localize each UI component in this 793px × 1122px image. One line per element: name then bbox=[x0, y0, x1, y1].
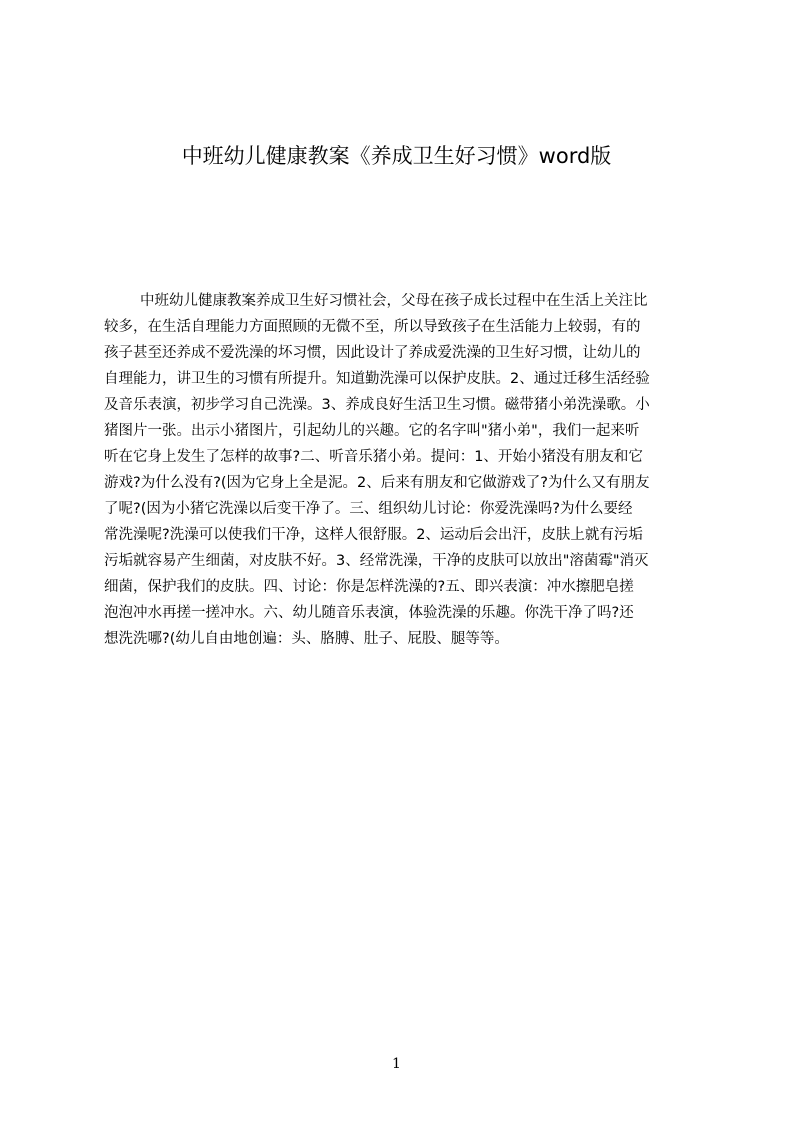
body-paragraph bbox=[104, 288, 698, 652]
body-line: 了呢?(因为小猪它洗澡以后变干净了。三、组织幼儿讨论：你爱洗澡吗?为什么要经 bbox=[104, 501, 633, 517]
body-line: 自理能力，讲卫生的习惯有所提升。知道勤洗澡可以保护皮肤。2、通过迁移生活经验 bbox=[104, 371, 650, 387]
body-line: 常洗澡呢?洗澡可以使我们干净，这样人很舒服。2、运动后会出汗，皮肤上就有污垢 bbox=[104, 527, 643, 543]
body-line: 细菌，保护我们的皮肤。四、讨论：你是怎样洗澡的?五、即兴表演：冲水擦肥皂搓 bbox=[104, 579, 634, 595]
body-line: 想洗洗哪?(幼儿自由地创遍：头、胳膊、肚子、屁股、腿等等。 bbox=[104, 631, 509, 647]
body-line: 泡泡冲水再搓一搓冲水。六、幼儿随音乐表演，体验洗澡的乐趣。你洗干净了吗?还 bbox=[104, 605, 634, 621]
body-line: 中班幼儿健康教案养成卫生好习惯社会，父母在孩子成长过程中在生活上关注比 bbox=[140, 293, 648, 309]
body-line: 污垢就容易产生细菌，对皮肤不好。3、经常洗澡，干净的皮肤可以放出"溶菌霉"消灭 bbox=[104, 553, 649, 569]
body-line: 游戏?为什么没有?(因为它身上全是泥。2、后来有朋友和它做游戏了?为什么又有朋友 bbox=[104, 475, 650, 491]
body-line: 孩子甚至还养成不爱洗澡的坏习惯，因此设计了养成爱洗澡的卫生好习惯，让幼儿的 bbox=[104, 345, 641, 361]
body-line: 听在它身上发生了怎样的故事?二、听音乐猪小弟。提问：1、开始小猪没有朋友和它 bbox=[104, 449, 643, 465]
body-line: 猪图片一张。出示小猪图片，引起幼儿的兴趣。它的名字叫"猪小弟"，我们一起来听 bbox=[104, 423, 640, 439]
document-title: 中班幼儿健康教案《养成卫生好习惯》word版 bbox=[181, 144, 612, 168]
body-line: 及音乐表演，初步学习自己洗澡。3、养成良好生活卫生习惯。磁带猪小弟洗澡歌。小 bbox=[104, 397, 650, 413]
page-number: 1 bbox=[392, 1056, 401, 1072]
body-line: 较多，在生活自理能力方面照顾的无微不至，所以导致孩子在生活能力上较弱，有的 bbox=[104, 319, 641, 335]
